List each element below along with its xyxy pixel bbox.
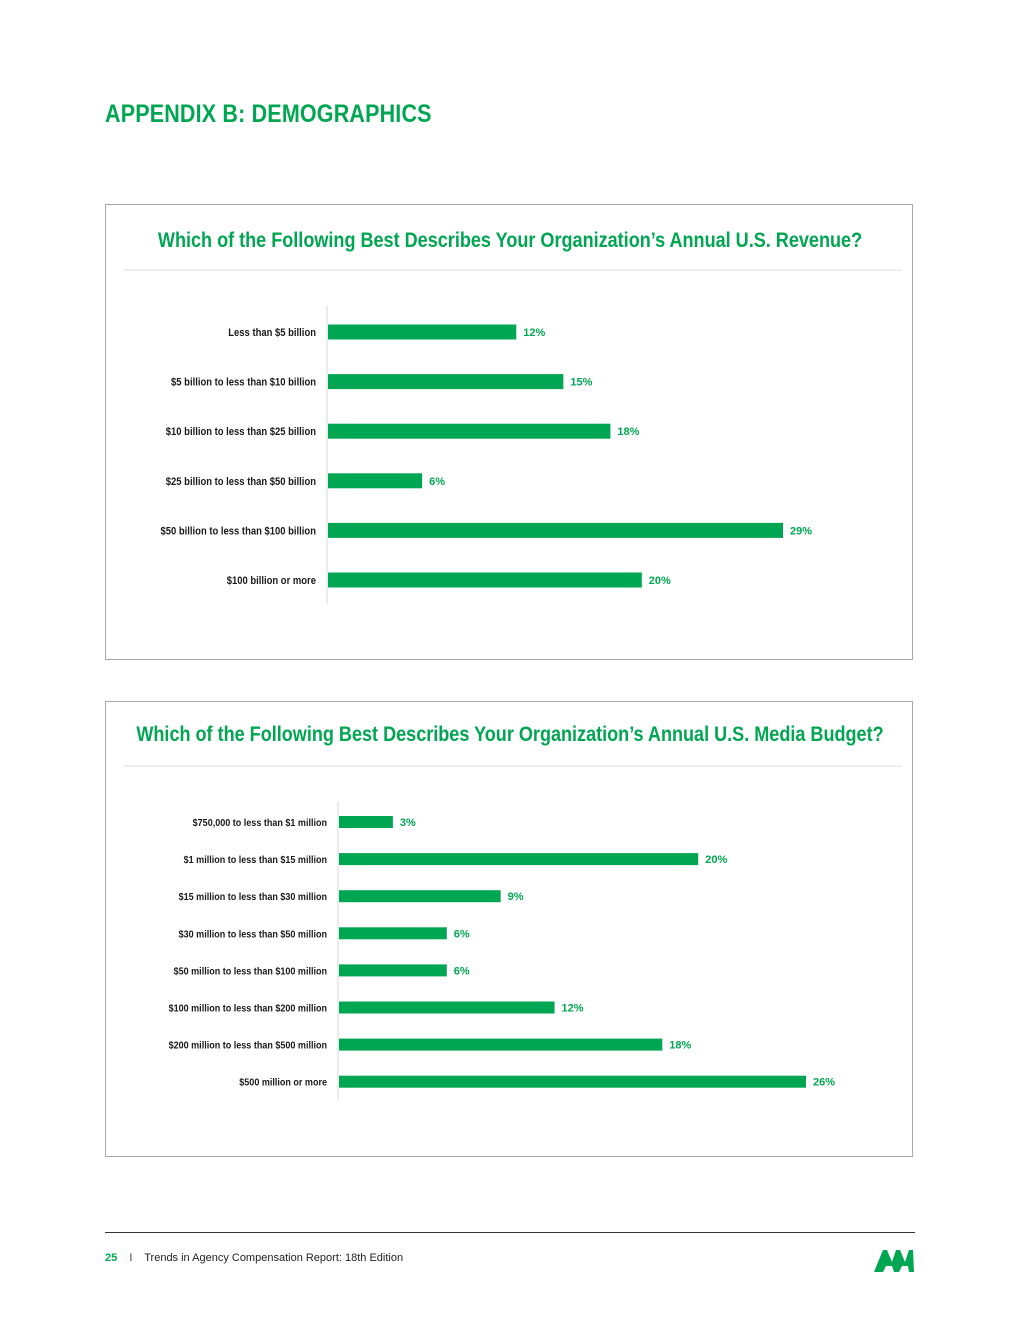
page-title: APPENDIX B: DEMOGRAPHICS	[105, 100, 432, 128]
value-label: 18%	[617, 426, 640, 439]
value-label: 3%	[399, 817, 416, 829]
chart-title: Which of the Following Best Describes Your Organization’s Annual U.S. Revenue?	[157, 228, 863, 253]
bar	[339, 927, 447, 939]
chart-title: Which of the Following Best Describes Your Organization’s Annual U.S. Media Budget?	[136, 722, 884, 747]
value-label: 29%	[790, 525, 813, 538]
bar	[339, 816, 393, 828]
value-label: 15%	[570, 376, 593, 389]
bar	[328, 325, 516, 340]
category-label: $50 million to less than $100 million	[173, 965, 327, 978]
category-label: $1 million to less than $15 million	[183, 854, 327, 867]
bar	[328, 424, 610, 439]
bar	[328, 573, 642, 588]
value-label: 6%	[453, 965, 470, 978]
value-label: 12%	[561, 1002, 584, 1015]
value-label: 18%	[669, 1039, 692, 1052]
bar	[328, 374, 563, 389]
media-budget-chart-panel	[105, 701, 913, 1157]
footer	[105, 1252, 403, 1264]
bar	[328, 473, 422, 488]
category-label: $50 billion to less than $100 billion	[160, 525, 316, 538]
bar	[339, 853, 698, 865]
bar	[328, 523, 783, 538]
category-label: $200 million to less than $500 million	[168, 1040, 327, 1052]
bar	[339, 1002, 555, 1014]
category-label: $25 billion to less than $50 billion	[165, 476, 316, 489]
value-label: 20%	[705, 854, 728, 867]
category-label: $30 million to less than $50 million	[178, 928, 327, 941]
category-label: $500 million or more	[239, 1077, 327, 1089]
category-label: $5 billion to less than $10 billion	[171, 377, 316, 389]
footer-separator: I	[129, 1252, 133, 1264]
page-number: 25	[105, 1252, 118, 1264]
category-label: $750,000 to less than $1 million	[192, 817, 327, 830]
footer-rule	[105, 1232, 915, 1233]
bar	[339, 964, 447, 976]
category-label: $15 million to less than $30 million	[178, 891, 327, 904]
category-label: $100 million to less than $200 million	[168, 1002, 327, 1015]
value-label: 9%	[507, 891, 524, 904]
value-label: 26%	[813, 1076, 836, 1089]
bar	[339, 890, 501, 902]
report-title: Trends in Agency Compensation Report: 18th Edition	[144, 1252, 404, 1264]
value-label: 12%	[523, 327, 546, 339]
revenue-chart	[106, 205, 914, 661]
value-label: 6%	[429, 475, 446, 488]
category-label: $10 billion to less than $25 billion	[165, 426, 316, 439]
bar	[339, 1039, 662, 1051]
value-label: 6%	[453, 928, 470, 941]
category-label: Less than $5 billion	[228, 327, 316, 340]
bar	[339, 1076, 806, 1088]
media-budget-chart	[106, 702, 914, 1158]
category-label: $100 billion or more	[226, 575, 316, 588]
ana-logo	[872, 1244, 916, 1274]
value-label: 20%	[648, 575, 671, 587]
revenue-chart-panel	[105, 204, 913, 660]
